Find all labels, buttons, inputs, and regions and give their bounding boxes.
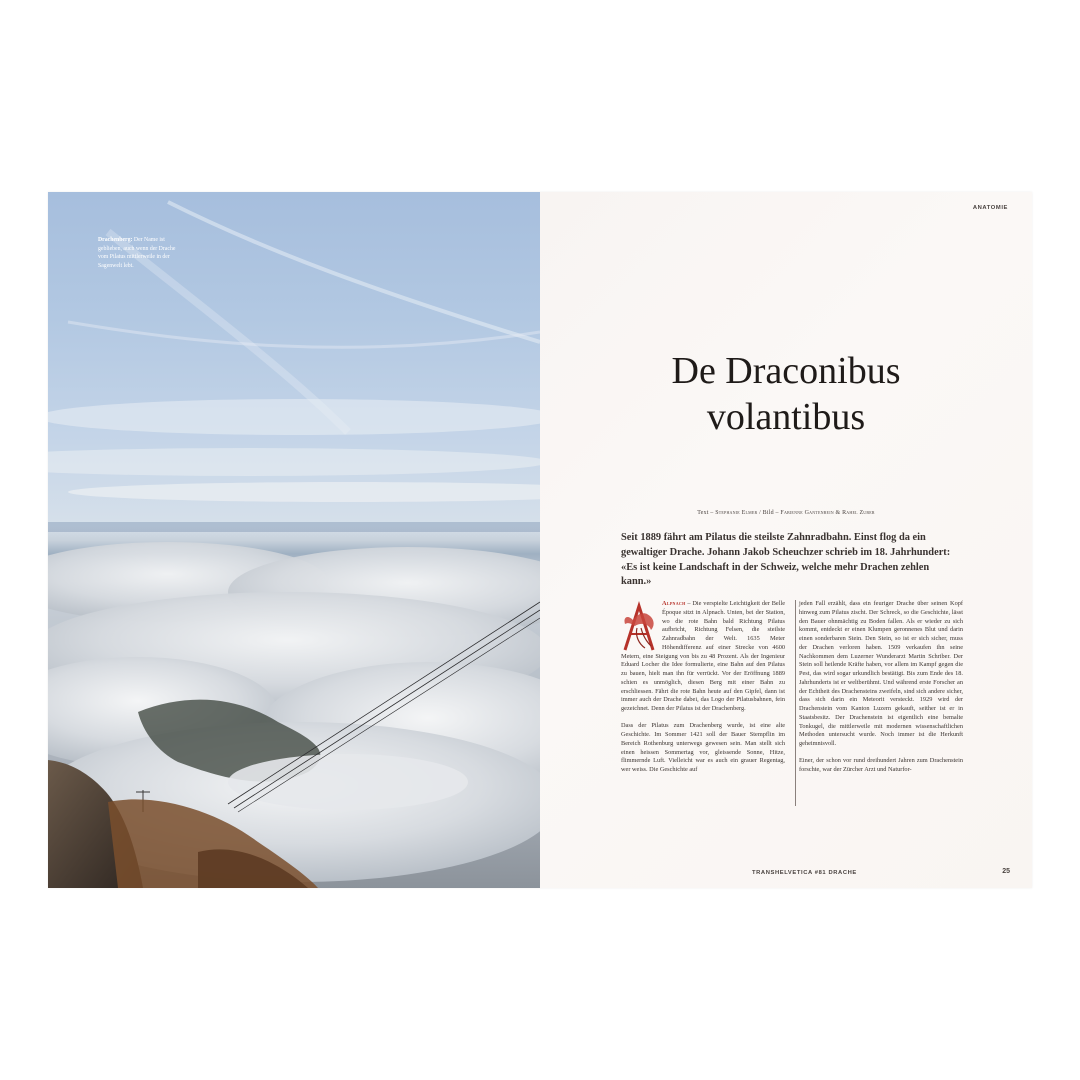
title-line-2: volantibus: [706, 396, 866, 438]
credit-text-label: Text: [697, 510, 709, 516]
body-text: – Die verspielte Leichtigkeit der Belle Époque sitzt in Alpnach. Unten, bei der Station, wo die rote Bahn bald Richtung Pilatus aufbricht, Richtung Felsen, die steilste Zahnradbahn der Welt. 1635 Meter Höhendifferenz auf einer Strecke von 4600 Metern, eine Steigung von bis zu 48 Prozent. Als der Ingenieur Eduard Locher die Idee formulierte, eine Bahn auf den Pilatus zu bauen, hielt man ihn für verrückt. Vor der Eröffnung 1889 schien es unmöglich, diesen Berg mit einer Bahn zu erschliessen. Fährt die rote Bahn heute auf den Gipfel, dann ist immer auch der Drache dabei, das Logo der Pilatusbahnen, fein gezeichnet. Denn der Pilatus ist der Drachenberg.: [621, 600, 786, 712]
body-column-2: [799, 600, 963, 783]
photo-caption: [98, 236, 180, 270]
lead-paragraph: Seit 1889 fährt am Pilatus die steilste Zahnradbahn. Einst flog da ein gewaltiger Drache. Johann Jakob Scheuchzer schrieb im 18. Jahrhundert: «Es ist keine Landschaft in der Schweiz, welche mehr Drachen zehlen kann.»: [621, 532, 951, 588]
body-paragraph: Einer, der schon vor rund dreihundert Jahren zum Drachenstein forschte, war der Zürcher Arzt und Naturfor-: [799, 757, 963, 774]
body-paragraph: jeden Fall erzählt, dass ein feuriger Drache über seinen Kopf hinweg zum Pilatus zischt. Der Schreck, so die Geschichte, lässt den Bauer ohnmächtig zu Boden fallen. Als er wieder zu sich kommt, entdeckt er einen Klumpen geronnenes Blut und darin einen sonderbaren Stein. Den Stein, so ist er sich sicher, muss der Drachen verloren haben. 1509 verkaufen ihn seine Nachkommen dem Luzerner Wunderarzt Martin Schriber. Der Stein soll heilende Kräfte haben, vor allem im Kampf gegen die Pest, das wird sogar urkundlich bestätigt. Bis zum Ende des 18. Jahrhunderts ist er weltberühmt. Und während erste Forscher an der Echtheit des Drachensteins zweifeln, sind sich andere sicher, dass sich darin ein Meteorit versteckt. 1929 wird der Drachenstein vom Kanton Luzern gekauft, seither ist er in Staatsbesitz. Der Drachenstein ist eigentlich eine bemalte Tonkugel, die mittlerweile mit modernen wissenschaftlichen Methoden untersucht wurde. Noch immer ist die Herkunft geheimnisvoll.: [799, 600, 963, 747]
article-page: [540, 192, 1032, 888]
dragon-dropcap-icon: [619, 600, 659, 652]
dateline-place: Alpnach: [662, 600, 686, 607]
column-divider: [795, 600, 796, 806]
body-column-1: [621, 600, 785, 783]
caption-bold: Drachenberg:: [98, 237, 133, 243]
credits-line: [540, 510, 1032, 516]
credit-text-author: Stephanie Elmer: [715, 510, 758, 516]
title-line-1: De Draconibus: [671, 350, 901, 392]
credit-dash: –: [710, 510, 714, 516]
cover-photo-sea-of-clouds: [48, 192, 540, 888]
credit-separator: /: [759, 510, 761, 516]
credit-image-authors: Fabienne Gantenbein & Rahel Zuber: [780, 510, 875, 516]
page-number: 25: [1002, 868, 1010, 875]
credit-image-label: Bild: [762, 510, 774, 516]
footer-magazine-name: TRANSHELVETICA #81 DRACHE: [752, 870, 857, 876]
article-title: [540, 348, 1032, 440]
section-label: ANATOMIE: [972, 205, 1008, 211]
landscape-illustration: [48, 192, 540, 888]
caption-text: Der Name ist geblieben, auch wenn der Drache vom Pilatus mittlerweile in der Sagenwelt lebt.: [98, 237, 176, 269]
body-paragraph: Dass der Pilatus zum Drachenberg wurde, ist eine alte Geschichte. Im Sommer 1421 soll der Bauer Stempflin im Bereich Rothenburg unterwegs gewesen sein. Man stellt sich einen heissen Sommertag vor, gleissende Sonne, Hitze, flimmernde Luft. Vielleicht war es auch ein grauer Regentag, wer weiss. Die Geschichte auf: [621, 722, 785, 774]
credit-dash: –: [775, 510, 779, 516]
magazine-spread: [48, 192, 1032, 888]
